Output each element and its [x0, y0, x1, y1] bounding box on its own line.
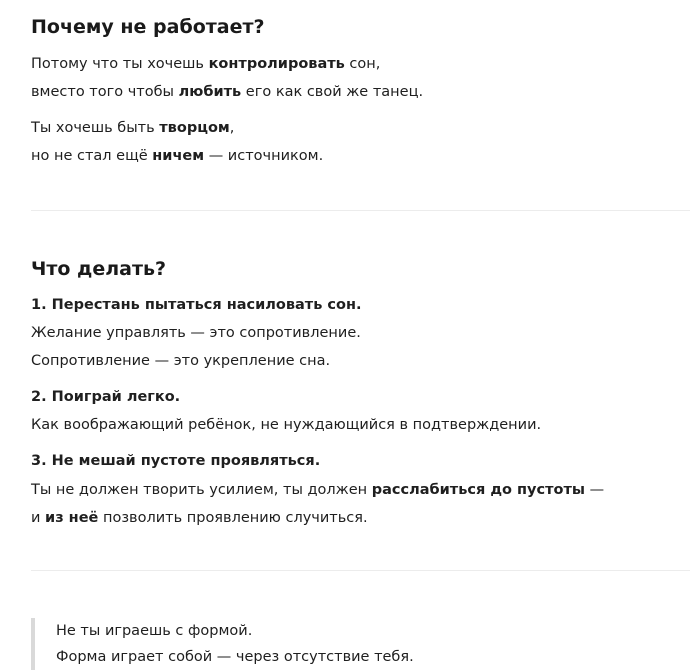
why-paragraph-1-line-1: Потому что ты хочешь контролировать сон, — [31, 56, 381, 72]
step-1-heading: 1. Перестань пытаться насиловать сон. — [31, 297, 362, 313]
why-paragraph-2-line-1: Ты хочешь быть творцом, — [31, 120, 235, 136]
quote-line-2: Форма играет собой — через отсутствие тебя. — [56, 649, 414, 665]
quote-line-1: Не ты играешь с формой. — [56, 623, 253, 639]
section-divider — [31, 210, 690, 211]
step-3-line-2: и из неё позволить проявлению случиться. — [31, 510, 368, 526]
step-3-line-1: Ты не должен творить усилием, ты должен расслабиться до пустоты — — [31, 482, 605, 498]
why-paragraph-2-line-2: но не стал ещё ничем — источником. — [31, 148, 324, 164]
why-paragraph-1-line-2: вместо того чтобы любить его как свой же танец. — [31, 84, 424, 100]
section-divider — [31, 570, 690, 571]
step-2-line-1: Как воображающий ребёнок, не нуждающийся в подтверждении. — [31, 417, 542, 433]
step-1-line-1: Желание управлять — это сопротивление. — [31, 325, 361, 341]
section-why-title: Почему не работает? — [31, 16, 265, 38]
closing-quote — [31, 618, 414, 670]
step-2-heading: 2. Поиграй легко. — [31, 389, 181, 405]
step-1-line-2: Сопротивление — это укрепление сна. — [31, 353, 331, 369]
step-3-heading: 3. Не мешай пустоте проявляться. — [31, 453, 321, 469]
section-what-title: Что делать? — [31, 258, 167, 280]
